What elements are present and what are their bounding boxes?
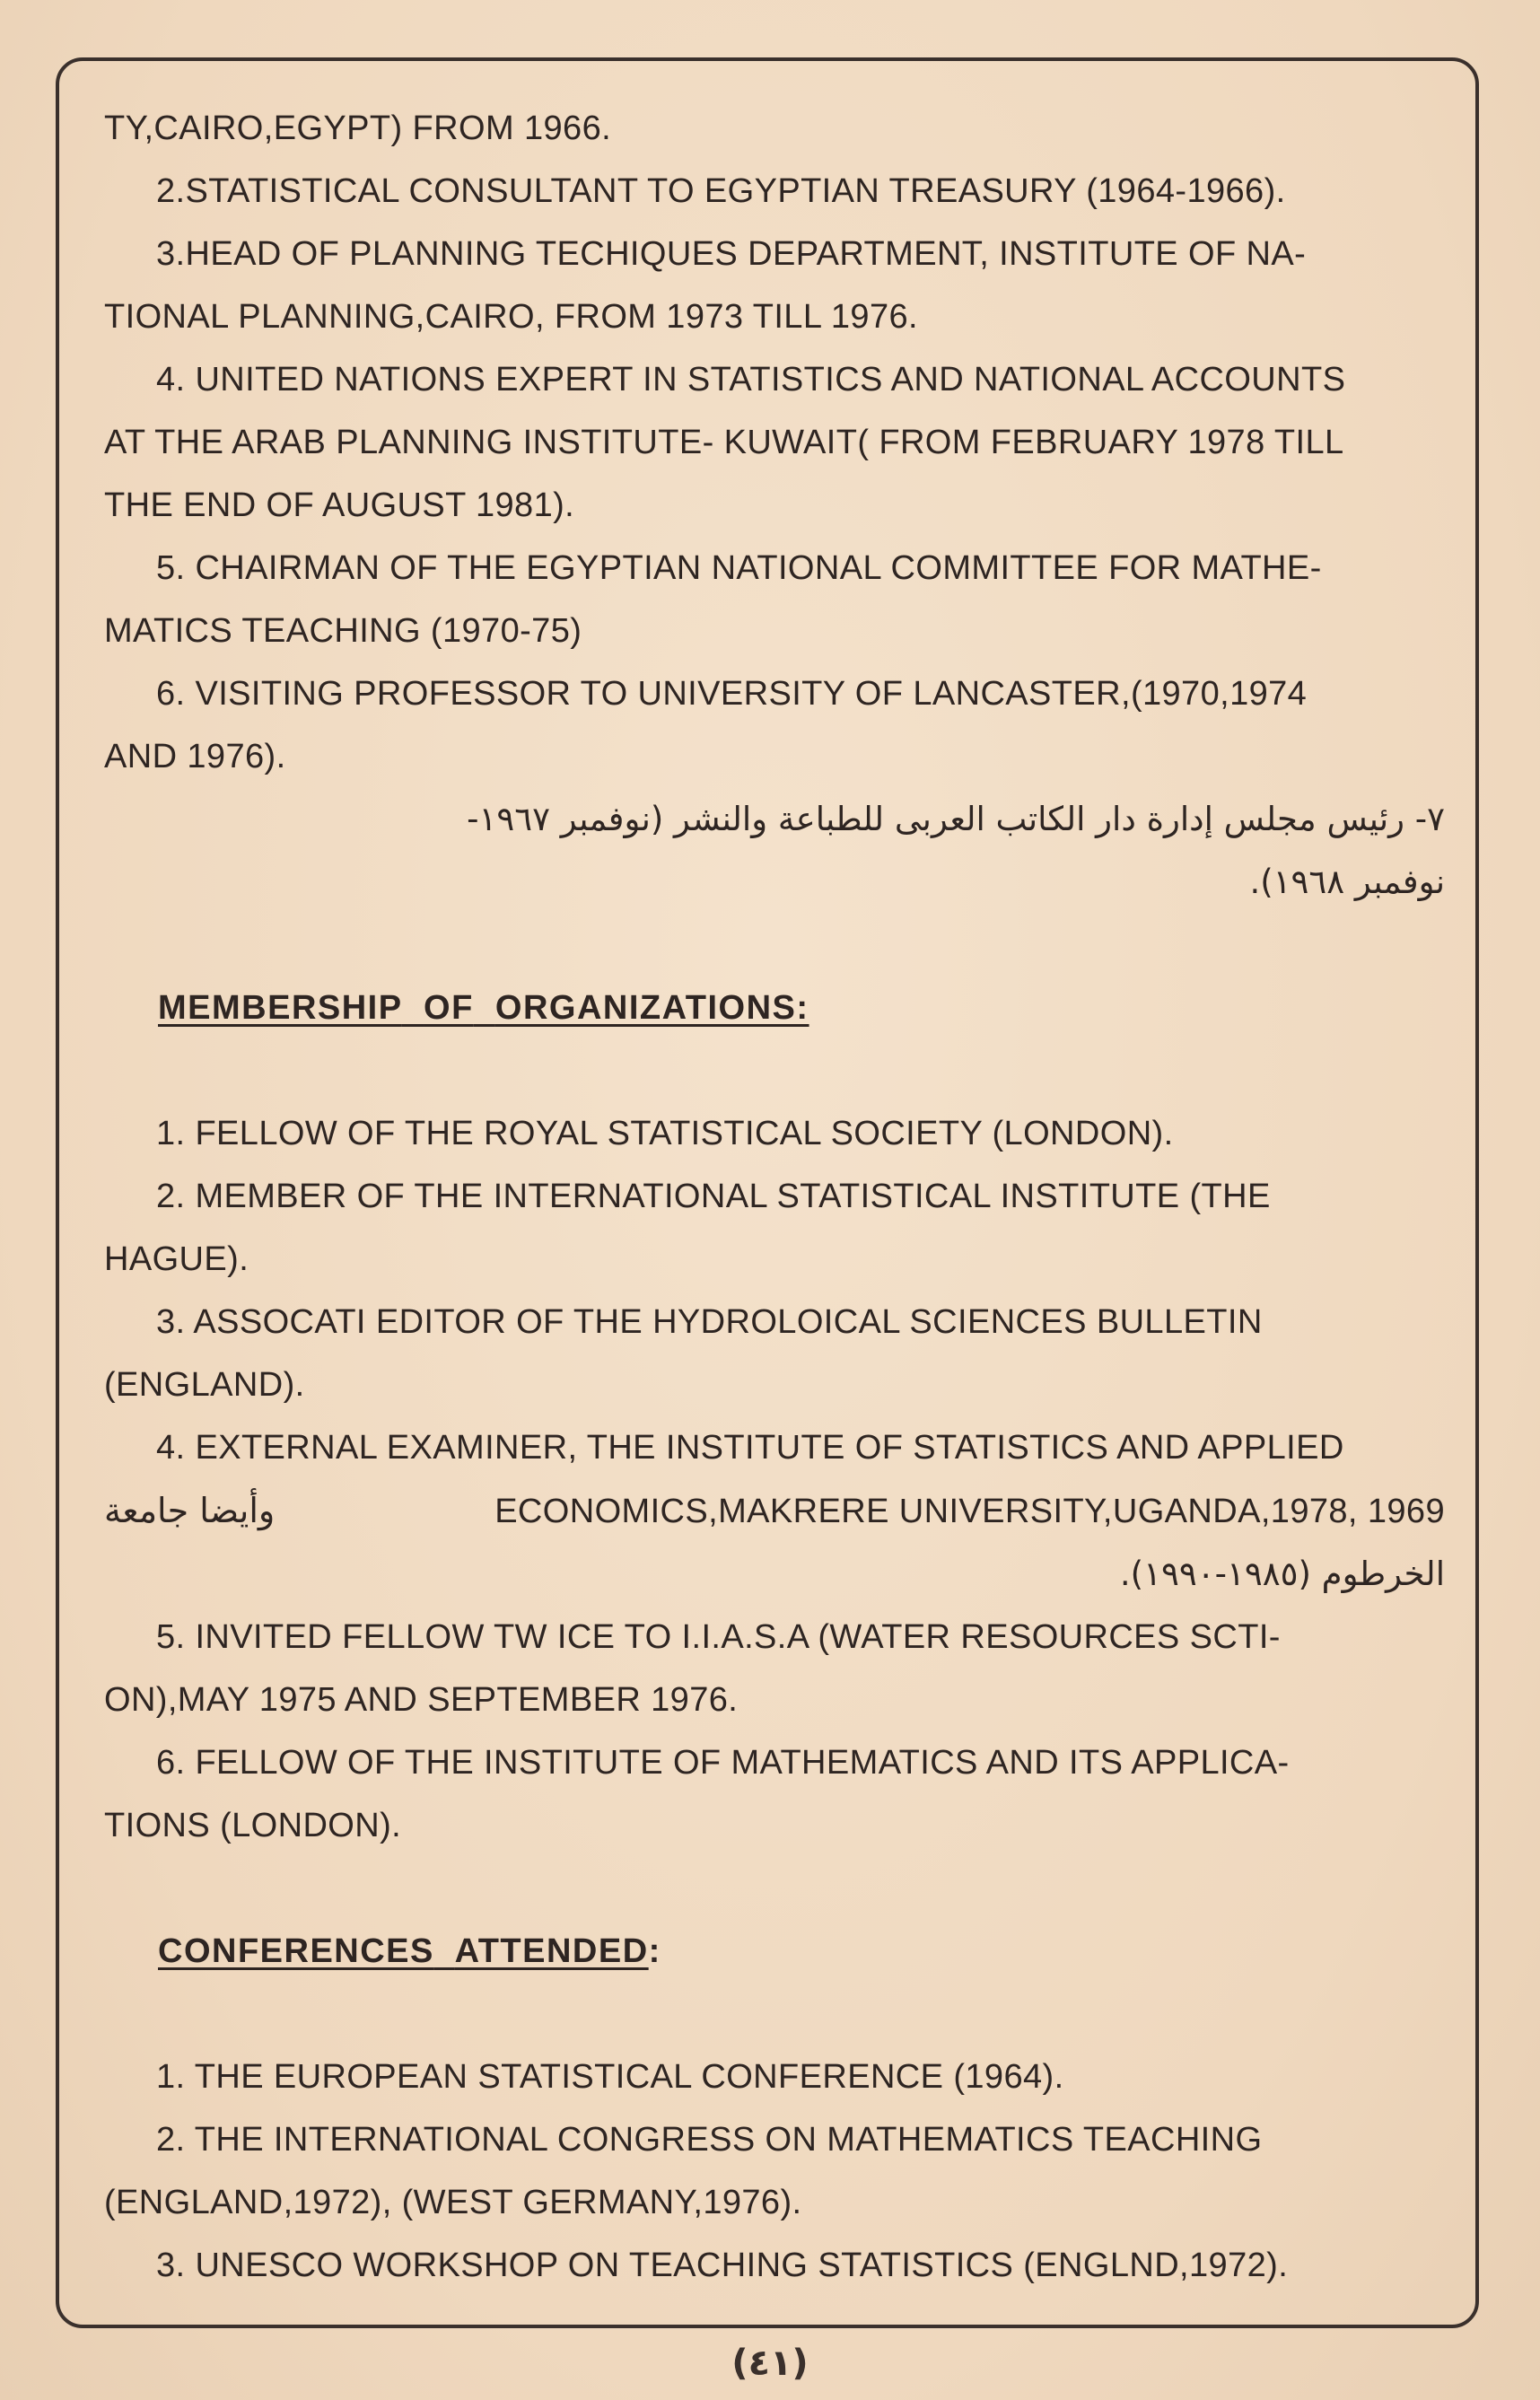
text-line: 4. UNITED NATIONS EXPERT IN STATISTICS AND NATIONAL ACCOUNTS	[156, 361, 1346, 399]
membership-item: 1. FELLOW OF THE ROYAL STATISTICAL SOCIETY (LONDON).	[156, 1115, 1174, 1152]
text-line: HAGUE).	[104, 1240, 249, 1278]
text-line: 6. VISITING PROFESSOR TO UNIVERSITY OF LANCASTER,(1970,1974	[156, 675, 1308, 713]
arabic-text-line: الخرطوم (١٩٨٥-١٩٩٠).	[1119, 1555, 1445, 1593]
heading-word: MEMBERSHIP	[158, 989, 402, 1027]
text-line: 3.HEAD OF PLANNING TECHIQUES DEPARTMENT, INSTITUTE OF NA-	[156, 235, 1307, 273]
text-line: THE END OF AUGUST 1981).	[104, 486, 575, 524]
heading-word: ATTENDED	[454, 1932, 649, 1970]
conference-item: 2. THE INTERNATIONAL CONGRESS ON MATHEMATICS TEACHING	[156, 2121, 1263, 2159]
conferences-heading	[104, 1920, 1445, 1983]
text-fragment: ECONOMICS,MAKRERE UNIVERSITY,UGANDA,1978, 1969	[494, 1493, 1445, 1530]
membership-item: 5. INVITED FELLOW TW ICE TO I.I.A.S.A (WATER RESOURCES SCTI-	[156, 1618, 1281, 1656]
conference-item: 3. UNESCO WORKSHOP ON TEACHING STATISTICS (ENGLND,1972).	[156, 2247, 1289, 2284]
text-line: AND 1976).	[104, 738, 286, 775]
heading-word: OF	[424, 989, 474, 1027]
arabic-text-line: نوفمبر ١٩٦٨).	[1249, 863, 1445, 901]
membership-item: 2. MEMBER OF THE INTERNATIONAL STATISTICAL INSTITUTE (THE	[156, 1178, 1271, 1215]
heading-word: CONFERENCES	[158, 1932, 434, 1970]
arabic-text-line: ٧- رئيس مجلس إدارة دار الكاتب العربى للطباعة والنشر (نوفمبر ١٩٦٧-	[467, 800, 1445, 838]
text-line: MATICS TEACHING (1970-75)	[104, 612, 582, 650]
conference-item: 1. THE EUROPEAN STATISTICAL CONFERENCE (1964).	[156, 2058, 1064, 2096]
arabic-fragment: وأيضا جامعة	[104, 1491, 276, 1530]
text-line: (ENGLAND,1972), (WEST GERMANY,1976).	[104, 2184, 802, 2221]
text-line: (ENGLAND).	[104, 1366, 305, 1404]
page-number: (٤١)	[731, 2343, 809, 2384]
text-line: ON),MAY 1975 AND SEPTEMBER 1976.	[104, 1681, 739, 1719]
text-line: 2.STATISTICAL CONSULTANT TO EGYPTIAN TREASURY (1964-1966).	[156, 172, 1286, 210]
text-line: AT THE ARAB PLANNING INSTITUTE- KUWAIT( FROM FEBRUARY 1978 TILL	[104, 424, 1344, 461]
membership-item: 6. FELLOW OF THE INSTITUTE OF MATHEMATICS AND ITS APPLICA-	[156, 1744, 1290, 1782]
text-line: TY,CAIRO,EGYPT) FROM 1966.	[104, 109, 612, 147]
document-body	[104, 97, 1445, 2297]
text-line: 5. CHAIRMAN OF THE EGYPTIAN NATIONAL COMMITTEE FOR MATHE-	[156, 549, 1322, 587]
heading-word: ORGANIZATIONS:	[494, 989, 809, 1027]
text-line: TIONS (LONDON).	[104, 1807, 402, 1844]
mixed-text-line	[104, 1479, 1445, 1543]
membership-item: 3. ASSOCATI EDITOR OF THE HYDROLOICAL SCIENCES BULLETIN	[156, 1303, 1263, 1341]
membership-item: 4. EXTERNAL EXAMINER, THE INSTITUTE OF STATISTICS AND APPLIED	[156, 1429, 1344, 1467]
heading-colon: :	[648, 1932, 661, 1970]
text-line: TIONAL PLANNING,CAIRO, FROM 1973 TILL 1976.	[104, 298, 918, 336]
membership-heading	[104, 977, 1445, 1039]
